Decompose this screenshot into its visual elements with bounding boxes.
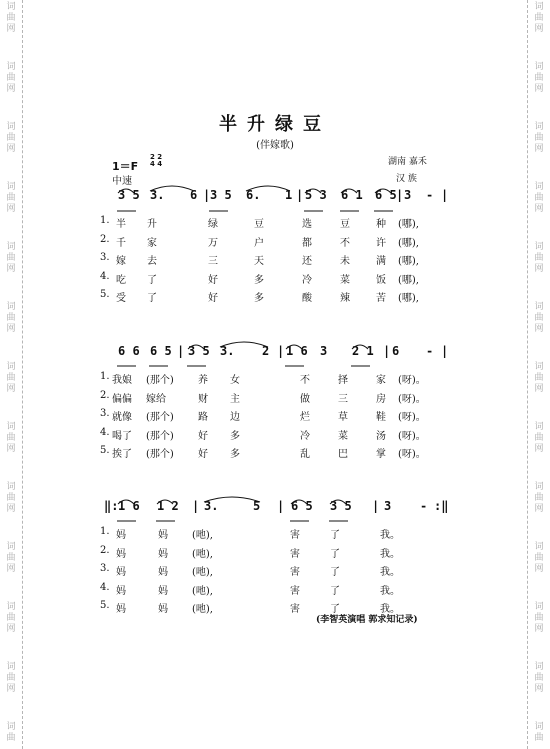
lyric-syllable: 我娘: [112, 375, 132, 386]
note-group: 6 5: [375, 188, 397, 202]
note-group: 1: [285, 188, 293, 202]
watermark-char: 词: [534, 62, 544, 72]
lyric-syllable: 妈: [116, 530, 126, 541]
song-subtitle: (伴嫁歌): [256, 140, 294, 151]
watermark-char: 网: [534, 624, 544, 634]
watermark-char: 网: [534, 24, 544, 34]
lyric-syllable: 升: [147, 219, 157, 230]
verse-number: 1.: [100, 371, 110, 382]
lyric-syllable: 我。: [380, 604, 400, 615]
lyric-syllable: 妈: [116, 585, 126, 597]
watermark-char: 曲: [534, 613, 544, 623]
lyric-syllable: (吔),: [192, 530, 213, 541]
lyric-syllable: (哪),: [398, 256, 419, 267]
watermark-char: 网: [534, 264, 544, 274]
key-signature: 1＝F: [112, 160, 139, 173]
tempo-marking: 中速: [112, 176, 132, 187]
note-group: 6 5: [150, 344, 172, 358]
lyric-syllable: 烂: [300, 412, 310, 423]
lyric-syllable: (吔),: [192, 567, 213, 578]
lyric-syllable: 酸: [302, 293, 312, 304]
watermark-char: 词: [534, 242, 544, 252]
lyric-syllable: 种: [376, 219, 386, 230]
watermark-char: 曲: [6, 193, 16, 203]
watermark-char: 曲: [534, 133, 544, 143]
note-group: 3: [404, 188, 412, 202]
watermark-char: 网: [534, 504, 544, 514]
watermark-char: 词: [6, 362, 16, 372]
lyric-syllable: 了: [330, 585, 340, 597]
lyric-syllable: (哪),: [398, 274, 419, 286]
watermark-char: 网: [6, 564, 16, 574]
lyric-syllable: 鞋: [376, 412, 386, 423]
lyric-syllable: 挨了: [112, 449, 132, 460]
verse-number: 1.: [100, 526, 110, 537]
lyric-syllable: 害: [290, 548, 300, 560]
watermark-char: 曲: [534, 193, 544, 203]
lyric-syllable: 边: [230, 412, 240, 423]
lyric-syllable: 都: [302, 237, 312, 249]
lyric-syllable: 受: [116, 293, 126, 304]
lyric-syllable: 菜: [340, 274, 350, 286]
lyric-syllable: 害: [290, 567, 300, 578]
verse-number: 3.: [100, 408, 110, 419]
note-group: 3 5: [188, 344, 210, 358]
lyric-syllable: 满: [376, 256, 386, 267]
verse-number: 3.: [100, 563, 110, 574]
lyric-syllable: 做: [300, 393, 310, 405]
watermark-char: 网: [6, 24, 16, 34]
watermark-char: 曲: [534, 493, 544, 503]
lyric-syllable: 房: [376, 393, 386, 405]
note-group: 6 5: [291, 499, 313, 513]
barline: ‖:: [104, 499, 119, 513]
note-group: -: [426, 188, 434, 202]
lyric-syllable: 冷: [302, 274, 312, 286]
lyric-syllable: 嫁: [116, 256, 126, 267]
watermark-char: 词: [6, 182, 16, 192]
note-group: 3 5: [118, 188, 140, 202]
time-signature-bottom: 4 4: [150, 160, 163, 168]
lyric-syllable: 喝了: [112, 430, 132, 442]
barline: |: [383, 344, 391, 358]
watermark-char: 曲: [6, 733, 16, 743]
lyric-syllable: 半: [116, 219, 126, 230]
lyric-syllable: 千: [116, 237, 126, 249]
watermark-char: 词: [6, 542, 16, 552]
lyric-syllable: 菜: [338, 430, 348, 442]
watermark-char: 曲: [6, 673, 16, 683]
lyric-syllable: 了: [330, 548, 340, 560]
lyric-syllable: 掌: [376, 449, 386, 460]
verse-number: 2.: [100, 233, 110, 245]
lyric-syllable: 家: [147, 237, 157, 249]
verse-number: 1.: [100, 215, 110, 226]
lyric-syllable: 豆: [340, 219, 350, 230]
watermark-char: 词: [6, 2, 16, 12]
lyric-syllable: (吔),: [192, 604, 213, 615]
note-group: 3: [320, 344, 328, 358]
lyric-syllable: (哪),: [398, 293, 419, 304]
watermark-char: 词: [534, 182, 544, 192]
lyric-syllable: 多: [254, 293, 264, 304]
lyric-syllable: 妈: [158, 530, 168, 541]
lyric-syllable: 妈: [158, 548, 168, 560]
watermark-char: 曲: [6, 493, 16, 503]
lyric-syllable: 我。: [380, 548, 400, 560]
lyric-syllable: 了: [330, 604, 340, 615]
watermark-char: 词: [534, 602, 544, 612]
lyric-syllable: 还: [302, 256, 312, 267]
lyric-syllable: 好: [208, 293, 218, 304]
watermark-char: 词: [6, 422, 16, 432]
lyric-syllable: 财: [198, 393, 208, 405]
barline: |: [203, 188, 211, 202]
lyric-syllable: (呀)。: [398, 430, 426, 442]
note-group: 3.: [204, 499, 219, 513]
lyric-syllable: 了: [147, 293, 157, 304]
lyric-syllable: 了: [330, 567, 340, 578]
watermark-char: 词: [6, 122, 16, 132]
note-group: 5 3: [305, 188, 327, 202]
song-title: 半升绿豆: [219, 114, 331, 135]
barline: |: [277, 344, 285, 358]
note-group: 6 6: [118, 344, 140, 358]
watermark-char: 曲: [534, 313, 544, 323]
note-group: 6.: [246, 188, 261, 202]
lyric-syllable: 去: [147, 256, 157, 267]
watermark-char: 词: [6, 662, 16, 672]
lyric-syllable: 了: [147, 274, 157, 286]
performer-credit: (李智英演唱 郭求知记录): [316, 615, 418, 625]
lyric-syllable: 好: [198, 449, 208, 460]
watermark-char: 曲: [6, 73, 16, 83]
barline: |: [396, 188, 404, 202]
note-group: 3 5: [330, 499, 352, 513]
watermark-char: 词: [6, 242, 16, 252]
watermark-char: 曲: [6, 613, 16, 623]
lyric-syllable: 户: [254, 237, 264, 249]
lyric-syllable: 多: [230, 430, 240, 442]
lyric-syllable: 三: [338, 393, 348, 405]
barline: |: [296, 188, 304, 202]
lyric-syllable: 妈: [158, 585, 168, 597]
lyric-syllable: 多: [230, 449, 240, 460]
lyric-syllable: 好: [208, 274, 218, 286]
lyric-syllable: (哪),: [398, 237, 419, 249]
lyric-syllable: 害: [290, 585, 300, 597]
watermark-char: 曲: [6, 253, 16, 263]
barline: |: [441, 188, 449, 202]
verse-number: 2.: [100, 544, 110, 556]
lyric-syllable: 辣: [340, 293, 350, 304]
note-group: 3: [384, 499, 392, 513]
watermark-char: 曲: [6, 13, 16, 23]
watermark-char: 网: [6, 144, 16, 154]
watermark-char: 曲: [6, 373, 16, 383]
watermark-char: 网: [534, 144, 544, 154]
lyric-syllable: 巴: [338, 449, 348, 460]
lyric-syllable: 我。: [380, 567, 400, 578]
lyric-syllable: 好: [198, 430, 208, 442]
lyric-syllable: 就像: [112, 412, 132, 423]
watermark-char: 曲: [6, 313, 16, 323]
note-group: 2: [262, 344, 270, 358]
lyric-syllable: 养: [198, 375, 208, 386]
lyric-syllable: 偏偏: [112, 393, 132, 405]
lyric-syllable: 嫁给: [146, 393, 166, 405]
lyric-syllable: 妈: [158, 567, 168, 578]
lyric-syllable: (呀)。: [398, 412, 426, 423]
watermark-char: 网: [6, 624, 16, 634]
lyric-syllable: (哪),: [398, 219, 419, 230]
note-group: 1 6: [286, 344, 308, 358]
note-group: 1 2: [157, 499, 179, 513]
watermark-char: 网: [534, 444, 544, 454]
watermark-char: 网: [6, 504, 16, 514]
watermark-char: 曲: [534, 673, 544, 683]
lyric-syllable: (那个): [146, 449, 174, 460]
barline: |: [192, 499, 200, 513]
watermark-char: 词: [6, 722, 16, 732]
lyric-syllable: (吔),: [192, 585, 213, 597]
lyric-syllable: 害: [290, 530, 300, 541]
watermark-char: 曲: [534, 13, 544, 23]
verse-number: 2.: [100, 389, 110, 401]
watermark-char: 词: [534, 482, 544, 492]
lyric-syllable: 妈: [116, 604, 126, 615]
lyric-syllable: 冷: [300, 430, 310, 442]
lyric-syllable: 不: [300, 375, 310, 386]
lyric-syllable: (那个): [146, 375, 174, 386]
watermark-char: 词: [534, 542, 544, 552]
note-group: 2 1: [352, 344, 374, 358]
verse-number: 5.: [100, 289, 110, 300]
lyric-syllable: 择: [338, 375, 348, 386]
lyric-syllable: 许: [376, 237, 386, 249]
lyric-syllable: 我。: [380, 530, 400, 541]
lyric-syllable: 未: [340, 256, 350, 267]
watermark-char: 词: [6, 602, 16, 612]
lyric-syllable: 女: [230, 375, 240, 386]
watermark-char: 词: [534, 2, 544, 12]
watermark-char: 曲: [6, 133, 16, 143]
time-signature-top: 2 2: [150, 153, 163, 161]
lyric-syllable: 草: [338, 412, 348, 423]
watermark-char: 词: [6, 482, 16, 492]
lyric-syllable: 妈: [116, 567, 126, 578]
watermark-char: 曲: [534, 373, 544, 383]
verse-number: 4.: [100, 426, 110, 438]
lyric-syllable: (呀)。: [398, 375, 426, 386]
lyric-syllable: (呀)。: [398, 393, 426, 405]
note-group: 6: [392, 344, 400, 358]
lyric-syllable: 三: [208, 256, 218, 267]
watermark-char: 曲: [6, 553, 16, 563]
watermark-char: 曲: [534, 733, 544, 743]
lyric-syllable: 饭: [376, 274, 386, 286]
verse-number: 5.: [100, 600, 110, 611]
watermark-char: 网: [534, 684, 544, 694]
region-label: 湖南 嘉禾: [388, 157, 427, 167]
lyric-syllable: 路: [198, 412, 208, 423]
watermark-char: 网: [6, 384, 16, 394]
lyric-syllable: (吔),: [192, 548, 213, 560]
note-group: 1 6: [118, 499, 140, 513]
lyric-syllable: 妈: [116, 548, 126, 560]
lyric-syllable: 吃: [116, 274, 126, 286]
watermark-char: 词: [534, 722, 544, 732]
lyric-syllable: (那个): [146, 430, 174, 442]
lyric-syllable: 天: [254, 256, 264, 267]
watermark-char: 网: [6, 444, 16, 454]
note-group: 3.: [150, 188, 165, 202]
lyric-syllable: 不: [340, 237, 350, 249]
watermark-char: 网: [6, 684, 16, 694]
lyric-syllable: 选: [302, 219, 312, 230]
watermark-char: 网: [534, 204, 544, 214]
lyric-syllable: 豆: [254, 219, 264, 230]
lyric-syllable: 妈: [158, 604, 168, 615]
verse-number: 3.: [100, 252, 110, 263]
watermark-char: 网: [534, 324, 544, 334]
barline: |: [441, 344, 449, 358]
barline: |: [177, 344, 185, 358]
lyric-syllable: 多: [254, 274, 264, 286]
lyric-syllable: 我。: [380, 585, 400, 597]
watermark-char: 曲: [534, 253, 544, 263]
lyric-syllable: 家: [376, 375, 386, 386]
barline: |: [372, 499, 380, 513]
lyric-syllable: (那个): [146, 412, 174, 423]
verse-number: 4.: [100, 270, 110, 282]
lyric-syllable: 万: [208, 237, 218, 249]
lyric-syllable: 乱: [300, 449, 310, 460]
watermark-char: 词: [534, 122, 544, 132]
watermark-char: 网: [534, 564, 544, 574]
lyric-syllable: 苦: [376, 293, 386, 304]
note-group: 3.: [220, 344, 235, 358]
verse-number: 4.: [100, 581, 110, 593]
note-group: 6: [190, 188, 198, 202]
note-group: -: [426, 344, 434, 358]
lyric-syllable: 绿: [208, 219, 218, 230]
lyric-syllable: 了: [330, 530, 340, 541]
barline: :‖: [434, 499, 449, 513]
note-group: -: [420, 499, 428, 513]
watermark-char: 曲: [6, 433, 16, 443]
note-group: 5: [253, 499, 261, 513]
ethnicity-label: 汉 族: [396, 174, 417, 184]
watermark-char: 网: [6, 324, 16, 334]
watermark-char: 网: [534, 384, 544, 394]
lyric-syllable: 汤: [376, 430, 386, 442]
lyric-syllable: 主: [230, 393, 240, 405]
watermark-char: 词: [534, 302, 544, 312]
lyric-syllable: (呀)。: [398, 449, 426, 460]
note-group: 6 1: [341, 188, 363, 202]
watermark-char: 曲: [534, 73, 544, 83]
watermark-char: 网: [6, 264, 16, 274]
watermark-char: 词: [6, 62, 16, 72]
watermark-char: 网: [6, 84, 16, 94]
lyric-syllable: 害: [290, 604, 300, 615]
watermark-char: 词: [534, 662, 544, 672]
note-group: 3 5: [210, 188, 232, 202]
watermark-char: 网: [534, 84, 544, 94]
watermark-char: 词: [534, 422, 544, 432]
watermark-char: 网: [6, 204, 16, 214]
watermark-char: 曲: [534, 553, 544, 563]
watermark-char: 曲: [534, 433, 544, 443]
verse-number: 5.: [100, 445, 110, 456]
barline: |: [277, 499, 285, 513]
watermark-char: 词: [6, 302, 16, 312]
watermark-char: 词: [534, 362, 544, 372]
